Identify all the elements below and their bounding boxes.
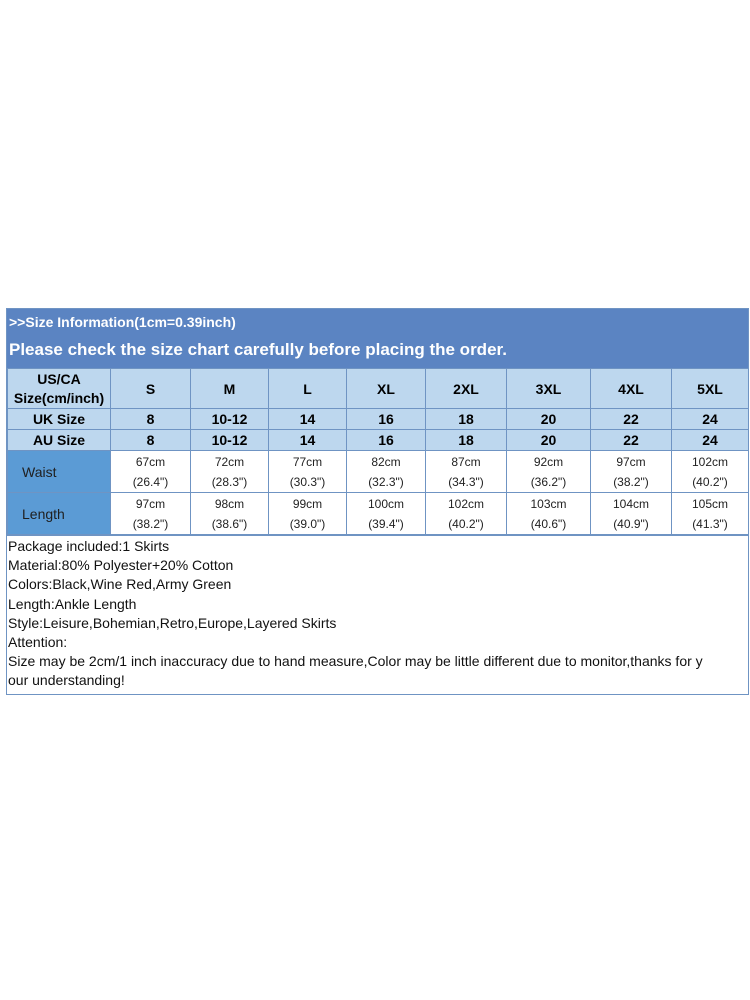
size-cell: M [191, 369, 269, 409]
waist-cell-inch: (40.2") [692, 474, 728, 489]
waist-cell [591, 451, 672, 493]
size-table [7, 368, 749, 535]
waist-cell [507, 451, 591, 493]
length-cell-cm: 98cm [214, 496, 245, 511]
waist-cell [347, 451, 426, 493]
au-size-cell: 18 [426, 430, 507, 451]
length-cell [507, 493, 591, 535]
note-package: Package included:1 Skirts [8, 538, 170, 554]
au-size-cell: 8 [111, 430, 191, 451]
product-notes [7, 535, 748, 694]
note-measure-line-1: Size may be 2cm/1 inch inaccuracy due to hand measure,Color may be little different due to monitor,thanks for y [8, 653, 703, 670]
length-cell-inch: (39.0") [289, 516, 326, 531]
waist-cell [191, 451, 269, 493]
length-cell-inch: (40.9") [613, 516, 649, 531]
waist-cell-cm: 92cm [533, 454, 564, 469]
waist-cell-inch: (32.3") [368, 474, 404, 489]
length-cell-inch: (38.6") [211, 516, 248, 531]
waist-cell [672, 451, 749, 493]
size-info-banner [7, 309, 748, 368]
waist-row [8, 451, 749, 493]
waist-cell-cm: 82cm [371, 454, 401, 469]
size-info-subtitle: >>Size Information(1cm=0.39inch) [9, 314, 236, 330]
waist-cell-inch: (26.4") [132, 474, 169, 489]
uk-size-cell: 14 [269, 409, 347, 430]
length-cell [591, 493, 672, 535]
length-cell-cm: 104cm [612, 496, 650, 511]
size-cell: XL [347, 369, 426, 409]
au-size-cell: 24 [672, 430, 749, 451]
uk-size-label: UK Size [8, 409, 111, 430]
waist-cell-cm: 87cm [451, 454, 481, 469]
size-cell: L [269, 369, 347, 409]
waist-cell-cm: 77cm [292, 454, 323, 469]
waist-cell-inch: (38.2") [613, 474, 649, 489]
length-row [8, 493, 749, 535]
waist-cell-inch: (34.3") [448, 474, 484, 489]
au-size-cell: 22 [591, 430, 672, 451]
au-size-cell: 16 [347, 430, 426, 451]
length-cell-inch: (39.4") [368, 516, 404, 531]
waist-cell-cm: 72cm [214, 454, 245, 469]
note-colors: Colors:Black,Wine Red,Army Green [8, 576, 232, 593]
size-cell: S [111, 369, 191, 409]
au-size-label: AU Size [8, 430, 111, 451]
size-cell: 3XL [507, 369, 591, 409]
size-cell: 2XL [426, 369, 507, 409]
uk-size-cell: 24 [672, 409, 749, 430]
length-cell [269, 493, 347, 535]
length-cell-cm: 97cm [135, 496, 166, 511]
length-cell-cm: 100cm [367, 496, 405, 511]
length-cell [111, 493, 191, 535]
au-size-row [8, 430, 749, 451]
au-size-cell: 10-12 [191, 430, 269, 451]
uk-size-cell: 20 [507, 409, 591, 430]
waist-cell [111, 451, 191, 493]
size-cell: 4XL [591, 369, 672, 409]
note-measure-line-2: our understanding! [8, 672, 125, 689]
length-cell-inch: (40.2") [448, 516, 484, 531]
waist-cell [426, 451, 507, 493]
note-material: Material:80% Polyester+20% Cotton [8, 557, 234, 574]
au-size-cell: 14 [269, 430, 347, 451]
length-cell [347, 493, 426, 535]
length-cell-inch: (38.2") [132, 516, 169, 531]
waist-cell-cm: 97cm [616, 454, 646, 469]
uk-size-cell: 18 [426, 409, 507, 430]
uk-size-cell: 10-12 [191, 409, 269, 430]
note-style: Style:Leisure,Bohemian,Retro,Europe,Layered Skirts [8, 614, 337, 631]
uk-size-cell: 22 [591, 409, 672, 430]
waist-cell-cm: 67cm [135, 454, 166, 469]
length-cell [426, 493, 507, 535]
length-cell-inch: (41.3") [692, 516, 728, 531]
waist-label: Waist [8, 451, 111, 493]
us-size-label: US/CA Size(cm/inch) [8, 369, 111, 409]
waist-cell [269, 451, 347, 493]
uk-size-row [8, 409, 749, 430]
length-cell [191, 493, 269, 535]
waist-cell-inch: (28.3") [211, 474, 248, 489]
uk-size-cell: 16 [347, 409, 426, 430]
size-info-title: Please check the size chart carefully before placing the order. [9, 340, 507, 359]
note-length: Length:Ankle Length [8, 595, 137, 612]
length-cell-cm: 105cm [691, 496, 729, 511]
length-cell-cm: 102cm [447, 496, 485, 511]
waist-cell-inch: (36.2") [530, 474, 567, 489]
size-cell: 5XL [672, 369, 749, 409]
length-cell-cm: 99cm [292, 496, 323, 511]
us-size-row [8, 369, 749, 409]
au-size-cell: 20 [507, 430, 591, 451]
length-cell-inch: (40.6") [530, 516, 567, 531]
waist-cell-cm: 102cm [691, 454, 729, 469]
length-cell [672, 493, 749, 535]
length-label: Length [8, 493, 111, 535]
size-chart [6, 308, 749, 695]
uk-size-cell: 8 [111, 409, 191, 430]
length-cell-cm: 103cm [530, 496, 567, 511]
note-attention: Attention: [8, 634, 68, 651]
waist-cell-inch: (30.3") [289, 474, 326, 489]
